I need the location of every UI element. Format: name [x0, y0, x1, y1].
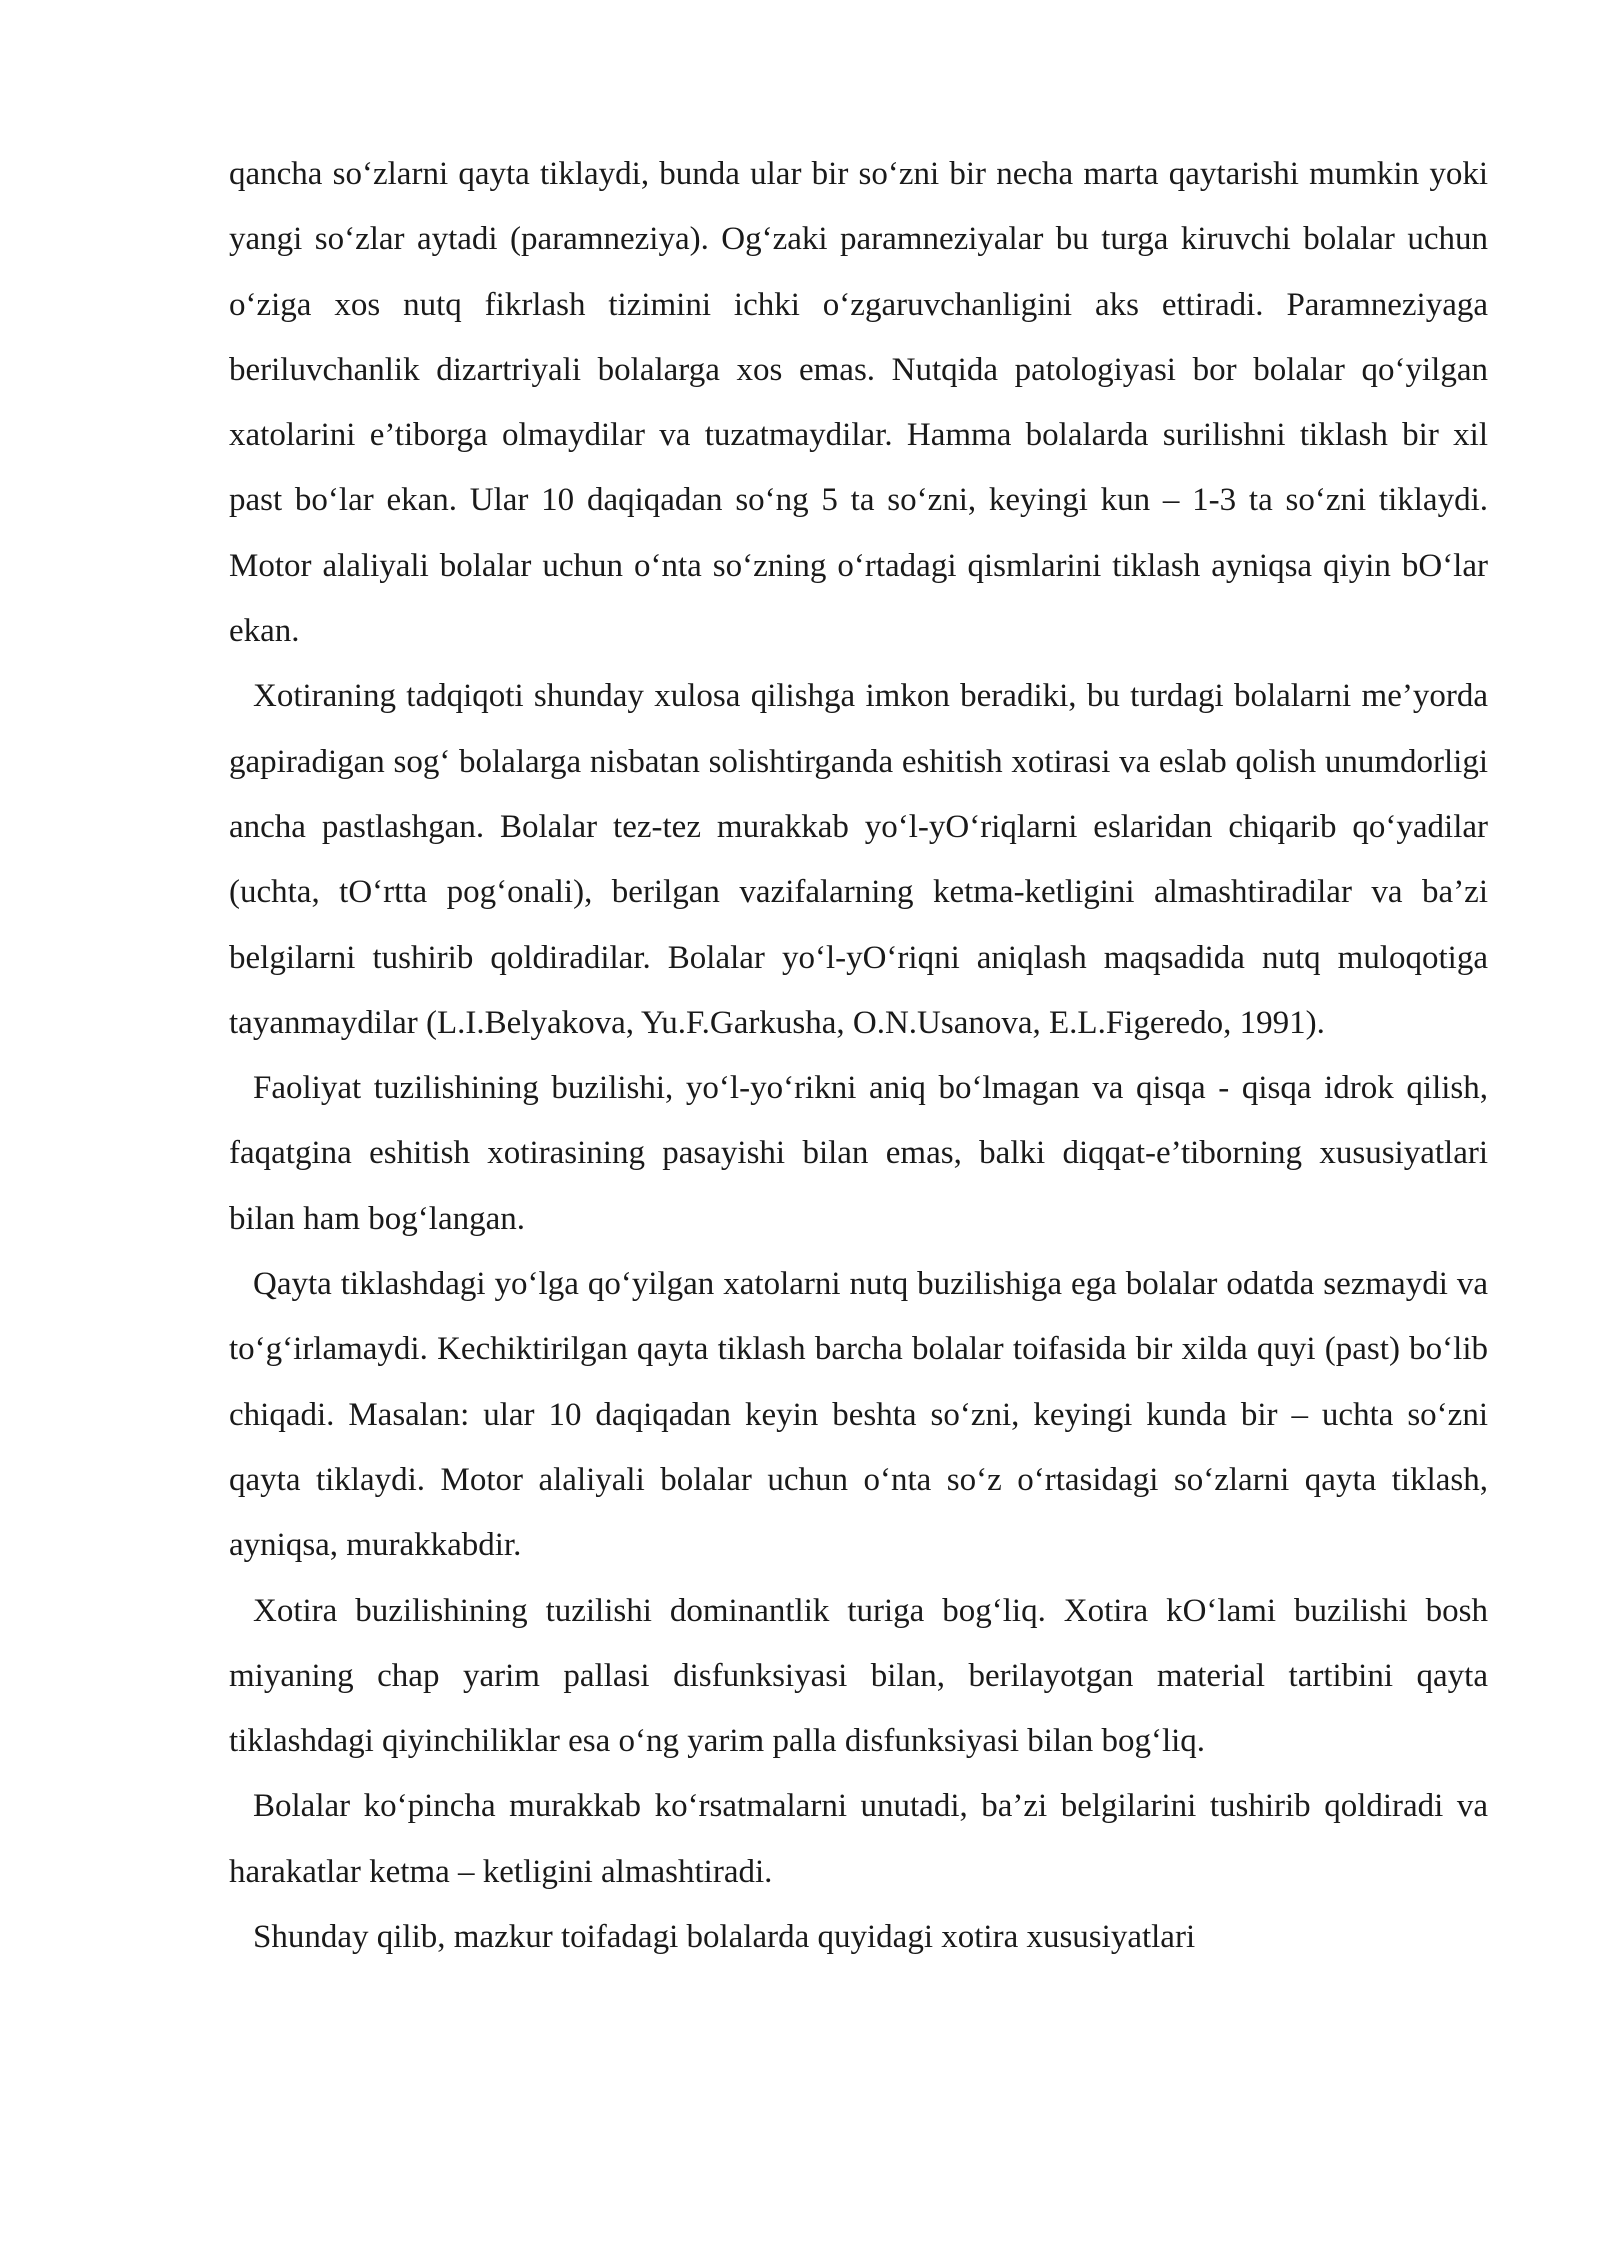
paragraph-instructions: Bolalar ko‘pincha murakkab ko‘rsatmalarni unutadi, ba’zi belgilarini tushirib qoldiradi va harakatlar ketma – ketligini almashtiradi.: [229, 1788, 1488, 1890]
document-body: [229, 142, 1488, 1970]
paragraph-continued: qancha so‘zlarni qayta tiklaydi, bunda ular bir so‘zni bir necha marta qaytarishi mumkin yoki yangi so‘zlar aytadi (paramneziya). Og‘zaki paramneziyalar bu turga kiruvchi bolalar uchun o‘ziga xos nutq fikrlash tizimini ichki o‘zgaruvchanligini aks ettiradi. Paramneziyaga beriluvchanlik dizartriyali bolalarga xos emas. Nutqida patologiyasi bor bolalar qo‘yilgan xatolarini e’tiborga olmaydilar va tuzatmaydilar. Hamma bolalarda surilishni tiklash bir xil past bo‘lar ekan. Ular 10 daqiqadan so‘ng 5 ta so‘zni, keyingi kun – 1-3 ta so‘zni tiklaydi. Motor alaliyali bolalar uchun o‘nta so‘zning o‘rtadagi qismlarini tiklash ayniqsa qiyin bO‘lar ekan.: [229, 156, 1488, 650]
paragraph-conclusion: Shunday qilib, mazkur toifadagi bolalarda quyidagi xotira xususiyatlari: [253, 1919, 1196, 1956]
paragraph-memory-dominance: Xotira buzilishining tuzilishi dominantlik turiga bog‘liq. Xotira kO‘lami buzilishi bosh miyaning chap yarim pallasi disfunksiyasi bilan, berilayotgan material tartibini qayta tiklashdagi qiyinchiliklar esa o‘ng yarim palla disfunksiyasi bilan bog‘liq.: [229, 1592, 1488, 1760]
paragraph-reproduction-errors: Qayta tiklashdagi yo‘lga qo‘yilgan xatolarni nutq buzilishiga ega bolalar odatda sezmaydi va to‘g‘irlamaydi. Kechiktirilgan qayta tiklash barcha bolalar toifasida bir xilda quyi (past) bo‘lib chiqadi. Masalan: ular 10 daqiqadan keyin beshta so‘zni, keyingi kunda bir – uchta so‘zni qayta tiklaydi. Motor alaliyali bolalar uchun o‘nta so‘z o‘rtasidagi so‘zlarni qayta tiklash, ayniqsa, murakkabdir.: [229, 1266, 1488, 1564]
paragraph-activity-structure: Faoliyat tuzilishining buzilishi, yo‘l-yo‘rikni aniq bo‘lmagan va qisqa - qisqa idrok qilish, faqatgina eshitish xotirasining pasayishi bilan emas, balki diqqat-e’tiborning xususiyatlari bilan ham bog‘langan.: [229, 1070, 1488, 1237]
paragraph-memory-research: Xotiraning tadqiqoti shunday xulosa qilishga imkon beradiki, bu turdagi bolalarni me’yorda gapiradigan sog‘ bolalarga nisbatan solishtirganda eshitish xotirasi va eslab qolish unumdorligi ancha pastlashgan. Bolalar tez-tez murakkab yo‘l-yO‘riqlarni eslaridan chiqarib qo‘yadilar (uchta, tO‘rtta pog‘onali), berilgan vazifalarning ketma-ketligini almashtiradilar va ba’zi belgilarni tushirib qoldiradilar. Bolalar yo‘l-yO‘riqni aniqlash maqsadida nutq muloqotiga tayanmaydilar (L.I.Belyakova, Yu.F.Garkusha, O.N.Usanova, E.L.Figeredo, 1991).: [229, 678, 1488, 1041]
